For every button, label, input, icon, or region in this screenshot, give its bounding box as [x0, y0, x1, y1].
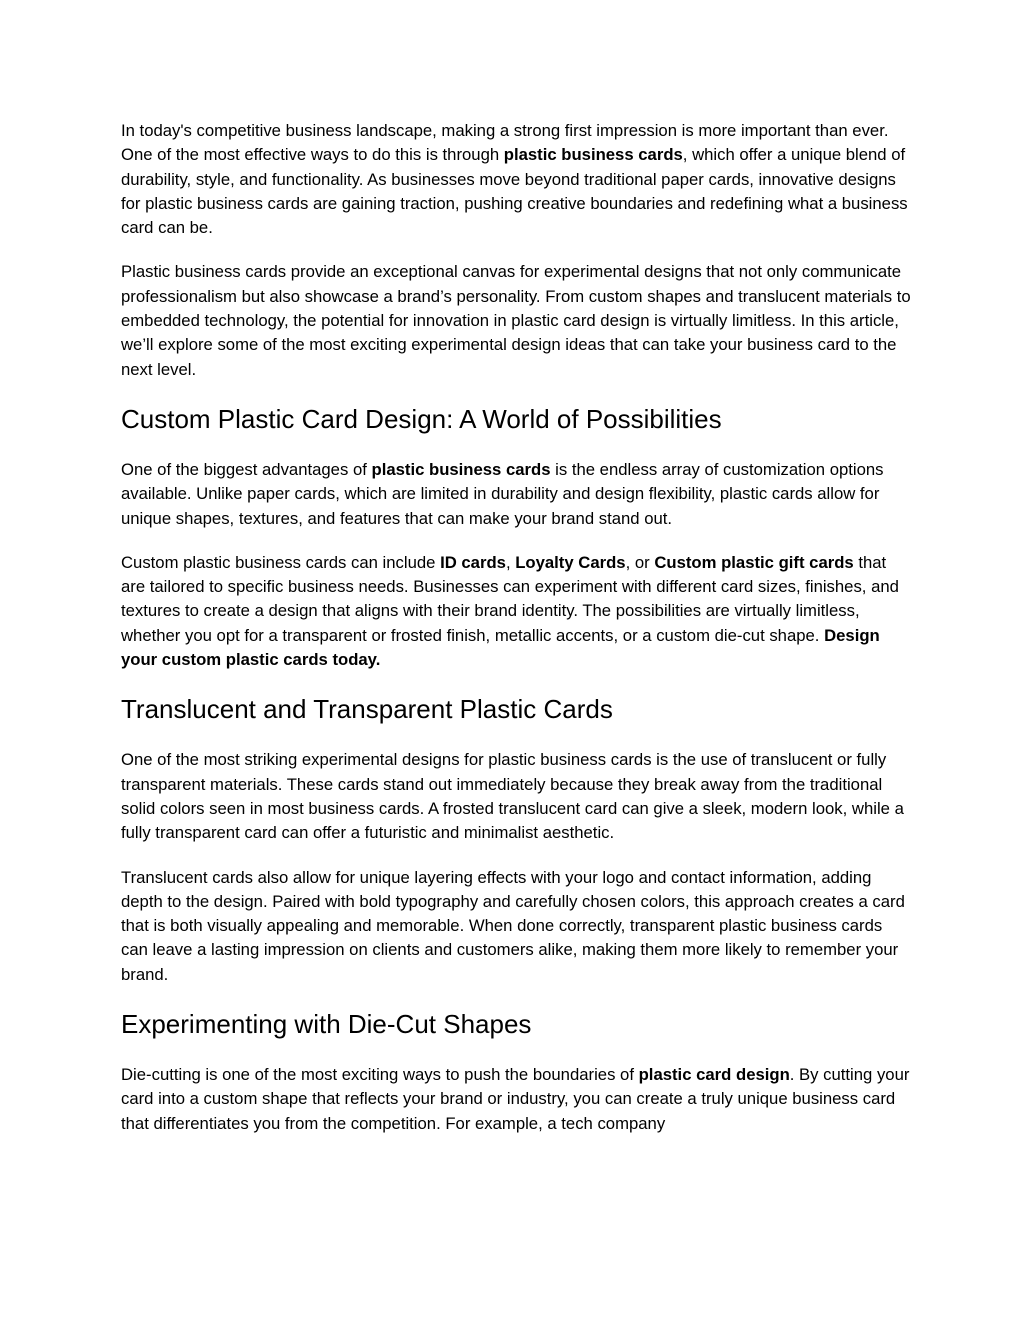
text-run: is the endless array of customization options available. Unlike paper cards, which are limited in durability and design flexibility, plastic cards allow for unique shapes, textures, and features that can make your brand stand out. [121, 459, 884, 528]
document-page [121, 119, 911, 1156]
text-run: , which offer a unique blend of durability, style, and functionality. As businesses move beyond traditional paper cards, innovative designs for plastic business cards are gaining traction, pushing creative boundaries and redefining what a business card can be. [121, 145, 908, 238]
text-run: . By cutting your card into a custom shape that reflects your brand or industry, you can create a truly unique business card that differentiates you from the competition. For example, a tech company [121, 1065, 910, 1133]
bold-term: Custom plastic gift cards [654, 552, 854, 572]
text-run: One of the biggest advantages of [121, 459, 372, 479]
text-run: Custom plastic business cards can include [121, 552, 441, 572]
section-heading-translucent: Translucent and Transparent Plastic Cards [121, 694, 613, 725]
section-heading-custom-design: Custom Plastic Card Design: A World of Possibilities [121, 403, 722, 434]
bold-term: plastic business cards [371, 459, 551, 479]
text-run: , or [625, 552, 655, 572]
custom-design-paragraph-1 [121, 458, 911, 531]
intro-paragraph-2: Plastic business cards provide an exceptional canvas for experimental designs that not only communicate professionalism but also showcase a brand’s personality. From custom shapes and translucent materials to embedded technology, the potential for innovation in plastic card design is virtually limitless. In this article, we’ll explore some of the most exciting experimental design ideas that can take your business card to the next level. [121, 262, 911, 379]
bold-term: plastic card design [638, 1065, 790, 1085]
intro-paragraph-1 [121, 119, 911, 240]
text-run: In today's competitive business landscape, making a strong first impression is more important than ever. One of the most effective ways to do this is through [121, 121, 889, 165]
bold-term: plastic business cards [503, 145, 683, 165]
die-cut-paragraph-1 [121, 1063, 911, 1136]
custom-design-paragraph-2 [121, 551, 911, 672]
text-run: , [505, 552, 516, 572]
text-run: Die-cutting is one of the most exciting ways to push the boundaries of [121, 1065, 639, 1085]
translucent-paragraph-1: One of the most striking experimental designs for plastic business cards is the use of translucent or fully transparent materials. These cards stand out immediately because they break away from the traditional solid colors seen in most business cards. A frosted translucent card can give a sleek, modern look, while a fully transparent card can offer a futuristic and minimalist aesthetic. [121, 750, 904, 843]
section-heading-die-cut: Experimenting with Die-Cut Shapes [121, 1009, 532, 1040]
text-run: that are tailored to specific business needs. Businesses can experiment with different card sizes, finishes, and textures to create a design that aligns with their brand identity. The possibilities are virtually limitless, whether you opt for a transparent or frosted finish, metallic accents, or a custom die-cut shape. [121, 552, 899, 645]
bold-term: ID cards [440, 552, 506, 572]
bold-term: Loyalty Cards [515, 552, 626, 572]
translucent-paragraph-2: Translucent cards also allow for unique layering effects with your logo and contact information, adding depth to the design. Paired with bold typography and carefully chosen colors, this approach creates a card that is both visually appealing and memorable. When done correctly, transparent plastic business cards can leave a lasting impression on clients and customers alike, making them more likely to remember your brand. [121, 867, 905, 984]
call-to-action-text: Design your custom plastic cards today. [121, 625, 880, 670]
